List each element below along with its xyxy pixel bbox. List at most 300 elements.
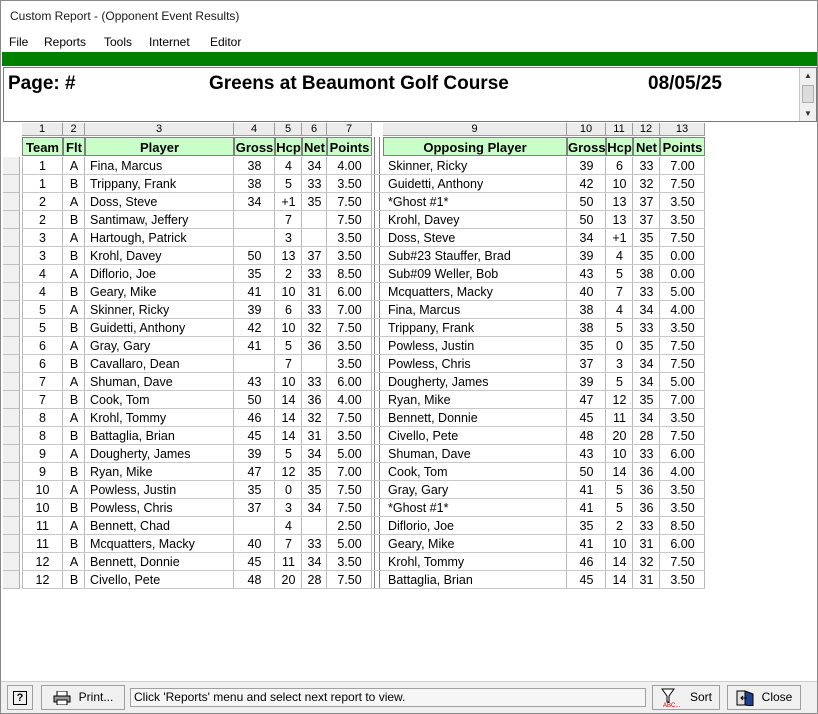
cell-points: 3.50 <box>337 555 362 569</box>
cell-hcp: 11 <box>282 555 295 569</box>
cell-opp-player: Sub#09 Weller, Bob <box>388 267 499 281</box>
help-button[interactable] <box>7 685 33 710</box>
cell-hcp: 10 <box>281 321 296 335</box>
menu-file[interactable]: File <box>9 35 29 49</box>
status-bar <box>1 681 817 713</box>
cell-gross: 45 <box>247 555 262 569</box>
cell-hcp: 14 <box>281 393 296 407</box>
cell-team: 3 <box>39 231 46 245</box>
cell-opp-gross: 45 <box>579 573 594 587</box>
menu-tools[interactable]: Tools <box>104 35 133 49</box>
cell-opp-hcp: 14 <box>612 465 627 479</box>
cell-flt: B <box>69 177 79 191</box>
cell-hcp: 2 <box>285 267 292 281</box>
cell-points: 4.00 <box>337 159 362 173</box>
help-icon: ? <box>13 691 27 705</box>
section-divider <box>379 137 380 589</box>
cell-hcp: 0 <box>285 483 292 497</box>
menu-internet[interactable]: Internet <box>149 35 190 49</box>
close-door-icon <box>736 690 756 706</box>
cell-flt: B <box>69 285 79 299</box>
cell-points: 5.00 <box>337 537 362 551</box>
cell-flt: B <box>69 501 79 515</box>
cell-opp-player: Shuman, Dave <box>388 447 471 461</box>
column-header-gross[interactable]: Gross <box>234 137 275 156</box>
cell-flt: A <box>69 555 79 569</box>
cell-opp-net: 31 <box>639 573 654 587</box>
cell-points: 7.50 <box>337 411 362 425</box>
cell-hcp: 14 <box>281 429 296 443</box>
column-number: 2 <box>63 123 85 136</box>
cell-hcp: 4 <box>285 519 292 533</box>
cell-points: 7.00 <box>337 465 362 479</box>
cell-points: 3.50 <box>337 231 362 245</box>
cell-net: 33 <box>307 375 322 389</box>
row-header[interactable] <box>3 283 20 301</box>
column-number: 6 <box>302 123 327 136</box>
cell-opp-gross: 43 <box>579 267 594 281</box>
cell-opp-hcp: 5 <box>616 321 623 335</box>
cell-opp-hcp: 10 <box>612 537 627 551</box>
cell-player: Cook, Tom <box>90 393 150 407</box>
title-bar <box>1 1 817 32</box>
cell-points: 7.00 <box>337 303 362 317</box>
cell-opp-hcp: 3 <box>616 357 623 371</box>
column-header-player[interactable]: Player <box>85 137 234 156</box>
cell-net <box>302 229 327 247</box>
cell-net: 37 <box>307 249 322 263</box>
cell-gross <box>234 211 275 229</box>
cell-gross: 39 <box>247 303 262 317</box>
cell-team: 7 <box>39 393 46 407</box>
accent-bar <box>2 52 817 66</box>
row-header[interactable] <box>3 553 20 571</box>
cell-player: Hartough, Patrick <box>90 231 187 245</box>
cell-opp-player: *Ghost #1* <box>388 195 449 209</box>
cell-opp-hcp: 13 <box>612 213 627 227</box>
cell-opp-hcp: 20 <box>612 429 627 443</box>
cell-opp-net: 28 <box>639 429 654 443</box>
cell-opp-points: 4.00 <box>670 303 695 317</box>
cell-gross: 41 <box>247 339 262 353</box>
row-header[interactable] <box>3 499 20 517</box>
cell-hcp: 10 <box>281 285 296 299</box>
row-header[interactable] <box>3 319 20 337</box>
cell-flt: A <box>69 267 79 281</box>
cell-team: 4 <box>39 267 46 281</box>
column-number: 3 <box>85 123 234 136</box>
cell-team: 6 <box>39 357 46 371</box>
cell-opp-gross: 45 <box>579 411 594 425</box>
cell-opp-hcp: 2 <box>616 519 623 533</box>
cell-opp-hcp: 4 <box>616 249 623 263</box>
cell-opp-hcp: 0 <box>616 339 623 353</box>
cell-opp-points: 7.50 <box>670 177 695 191</box>
row-header[interactable] <box>3 373 20 391</box>
close-button[interactable] <box>727 685 801 710</box>
cell-opp-points: 3.50 <box>670 321 695 335</box>
cell-opp-net: 34 <box>639 411 654 425</box>
cell-flt: A <box>69 303 79 317</box>
cell-team: 2 <box>39 213 46 227</box>
cell-points: 7.50 <box>337 213 362 227</box>
print-label: Print... <box>78 690 114 704</box>
cell-opp-gross: 41 <box>579 537 594 551</box>
cell-points: 3.50 <box>337 429 362 443</box>
cell-opp-hcp: 14 <box>612 573 627 587</box>
cell-opp-net: 35 <box>639 339 654 353</box>
cell-opp-hcp: 10 <box>612 177 627 191</box>
cell-opp-points: 0.00 <box>670 267 695 281</box>
cell-points: 5.00 <box>337 447 362 461</box>
row-header[interactable] <box>3 445 20 463</box>
column-header-hcp[interactable]: Hcp <box>275 137 302 156</box>
cell-opp-player: Skinner, Ricky <box>388 159 468 173</box>
cell-team: 5 <box>39 303 46 317</box>
cell-opp-net: 34 <box>639 375 654 389</box>
cell-player: Skinner, Ricky <box>90 303 170 317</box>
cell-points: 7.50 <box>337 573 362 587</box>
cell-gross: 45 <box>247 429 262 443</box>
cell-team: 9 <box>39 447 46 461</box>
cell-team: 4 <box>39 285 46 299</box>
cell-net <box>302 211 327 229</box>
cell-points: 3.50 <box>337 177 362 191</box>
cell-team: 6 <box>39 339 46 353</box>
row-header[interactable] <box>3 391 20 409</box>
cell-opp-points: 3.50 <box>670 483 695 497</box>
row-header[interactable] <box>3 337 20 355</box>
cell-net: 33 <box>307 267 322 281</box>
cell-opp-points: 5.00 <box>670 285 695 299</box>
cell-opp-net: 37 <box>639 213 654 227</box>
cell-hcp: 5 <box>285 339 292 353</box>
cell-net: 36 <box>307 339 322 353</box>
cell-player: Doss, Steve <box>90 195 158 209</box>
cell-opp-player: Diflorio, Joe <box>388 519 454 533</box>
cell-opp-gross: 35 <box>579 339 594 353</box>
row-header[interactable] <box>3 229 20 247</box>
cell-opp-player: Krohl, Tommy <box>388 555 465 569</box>
menu-reports[interactable]: Reports <box>44 35 87 49</box>
cell-team: 8 <box>39 411 46 425</box>
cell-hcp: 5 <box>285 447 292 461</box>
cell-opp-player: *Ghost #1* <box>388 501 449 515</box>
cell-gross: 35 <box>247 483 262 497</box>
menu-bar <box>1 32 817 52</box>
cell-gross: 40 <box>247 537 262 551</box>
cell-opp-gross: 50 <box>579 195 594 209</box>
cell-opp-gross: 42 <box>579 177 594 191</box>
cell-opp-player: Civello, Pete <box>388 429 459 443</box>
cell-opp-gross: 41 <box>579 483 594 497</box>
cell-opp-points: 3.50 <box>670 411 695 425</box>
menu-editor[interactable]: Editor <box>210 35 242 49</box>
cell-opp-player: Guidetti, Anthony <box>388 177 484 191</box>
cell-opp-gross: 46 <box>579 555 594 569</box>
cell-opp-net: 36 <box>639 501 654 515</box>
row-header[interactable] <box>3 193 20 211</box>
cell-player: Shuman, Dave <box>90 375 173 389</box>
cell-gross: 37 <box>247 501 262 515</box>
cell-player: Bennett, Chad <box>90 519 170 533</box>
cell-opp-net: 31 <box>639 537 654 551</box>
cell-gross: 35 <box>247 267 262 281</box>
column-number: 11 <box>606 123 633 136</box>
cell-opp-gross: 39 <box>579 375 594 389</box>
cell-hcp: 3 <box>285 501 292 515</box>
cell-opp-gross: 39 <box>579 249 594 263</box>
cell-hcp: 10 <box>281 375 296 389</box>
cell-gross: 39 <box>247 447 262 461</box>
column-number: 1 <box>22 123 63 136</box>
sort-button[interactable] <box>652 685 720 710</box>
row-header[interactable] <box>3 247 20 265</box>
section-divider <box>374 137 375 589</box>
cell-gross: 50 <box>247 393 262 407</box>
cell-flt: B <box>69 213 79 227</box>
cell-opp-points: 7.50 <box>670 339 695 353</box>
course-title: Greens at Beaumont Golf Course <box>209 73 509 94</box>
cell-opp-net: 36 <box>639 483 654 497</box>
cell-opp-points: 6.00 <box>670 537 695 551</box>
cell-player: Bennett, Donnie <box>90 555 180 569</box>
cell-opp-points: 7.00 <box>670 393 695 407</box>
cell-player: Mcquatters, Macky <box>90 537 195 551</box>
cell-opp-gross: 47 <box>579 393 594 407</box>
cell-player: Powless, Chris <box>90 501 173 515</box>
cell-opp-net: 35 <box>639 231 654 245</box>
cell-opp-gross: 34 <box>579 231 594 245</box>
column-number: 7 <box>327 123 372 136</box>
column-number: 4 <box>234 123 275 136</box>
cell-player: Fina, Marcus <box>90 159 163 173</box>
cell-opp-gross: 48 <box>579 429 594 443</box>
cell-opp-net: 38 <box>639 267 654 281</box>
cell-net: 32 <box>307 321 322 335</box>
cell-player: Trippany, Frank <box>90 177 177 191</box>
cell-hcp: 20 <box>281 573 296 587</box>
column-number: 13 <box>660 123 705 136</box>
cell-net: 34 <box>307 447 322 461</box>
cell-player: Battaglia, Brian <box>90 429 175 443</box>
row-header[interactable] <box>3 517 20 535</box>
cell-opp-player: Dougherty, James <box>388 375 489 389</box>
close-label: Close <box>761 690 793 704</box>
cell-flt: B <box>69 321 79 335</box>
row-header[interactable] <box>3 535 20 553</box>
cell-opp-points: 3.50 <box>670 213 695 227</box>
cell-player: Powless, Justin <box>90 483 177 497</box>
cell-opp-hcp: 12 <box>612 393 627 407</box>
cell-opp-points: 8.50 <box>670 519 695 533</box>
column-header-opp-player[interactable]: Opposing Player <box>383 137 567 156</box>
cell-opp-points: 5.00 <box>670 375 695 389</box>
cell-net: 33 <box>307 303 322 317</box>
cell-opp-player: Fina, Marcus <box>388 303 461 317</box>
cell-net: 33 <box>307 177 322 191</box>
column-header-team[interactable]: Team <box>22 137 63 156</box>
cell-net: 35 <box>307 195 322 209</box>
column-number: 5 <box>275 123 302 136</box>
cell-net: 32 <box>307 411 322 425</box>
cell-points: 7.50 <box>337 321 362 335</box>
cell-opp-net: 33 <box>639 519 654 533</box>
cell-team: 10 <box>35 501 50 515</box>
cell-hcp: 14 <box>281 411 296 425</box>
row-header[interactable] <box>3 571 20 589</box>
cell-hcp: 7 <box>285 357 292 371</box>
cell-hcp: 3 <box>285 231 292 245</box>
cell-flt: A <box>69 375 79 389</box>
cell-player: Dougherty, James <box>90 447 191 461</box>
cell-opp-hcp: 6 <box>616 159 623 173</box>
cell-player: Cavallaro, Dean <box>90 357 180 371</box>
cell-flt: B <box>69 357 79 371</box>
cell-opp-points: 3.50 <box>670 573 695 587</box>
cell-net: 34 <box>307 159 322 173</box>
printer-icon <box>53 691 71 705</box>
svg-text:ABC...: ABC... <box>662 702 681 708</box>
cell-opp-player: Sub#23 Stauffer, Brad <box>388 249 511 263</box>
cell-team: 2 <box>39 195 46 209</box>
cell-opp-gross: 38 <box>579 303 594 317</box>
cell-opp-points: 7.50 <box>670 555 695 569</box>
cell-opp-hcp: 10 <box>612 447 627 461</box>
row-header[interactable] <box>3 427 20 445</box>
row-header[interactable] <box>3 265 20 283</box>
row-header[interactable] <box>3 301 20 319</box>
cell-points: 7.50 <box>337 501 362 515</box>
cell-opp-hcp: 13 <box>612 195 627 209</box>
cell-hcp: 6 <box>285 303 292 317</box>
cell-gross: 50 <box>247 249 262 263</box>
cell-net: 28 <box>307 573 322 587</box>
cell-opp-player: Powless, Justin <box>388 339 475 353</box>
row-header[interactable] <box>3 463 20 481</box>
cell-opp-player: Trippany, Frank <box>388 321 475 335</box>
cell-team: 12 <box>35 555 50 569</box>
column-header-opp-net[interactable]: Net <box>633 137 660 156</box>
cell-flt: A <box>69 411 79 425</box>
cell-gross <box>234 229 275 247</box>
cell-opp-points: 0.00 <box>670 249 695 263</box>
print-button[interactable] <box>41 685 125 710</box>
cell-opp-net: 34 <box>639 357 654 371</box>
cell-points: 6.00 <box>337 285 362 299</box>
scroll-down-icon[interactable]: ▼ <box>804 109 812 118</box>
cell-opp-gross: 37 <box>579 357 594 371</box>
cell-opp-player: Bennett, Donnie <box>388 411 478 425</box>
sort-icon <box>660 688 686 708</box>
column-header-points[interactable]: Points <box>327 137 372 156</box>
cell-opp-net: 33 <box>639 321 654 335</box>
cell-opp-net: 37 <box>639 195 654 209</box>
cell-hcp: +1 <box>281 195 296 209</box>
cell-net: 34 <box>307 501 322 515</box>
header-scrollbar[interactable] <box>799 68 816 121</box>
column-header-net[interactable]: Net <box>302 137 327 156</box>
cell-points: 4.00 <box>337 393 362 407</box>
cell-opp-net: 33 <box>639 159 654 173</box>
page-number: Page: # <box>8 73 76 94</box>
cell-hcp: 7 <box>285 537 292 551</box>
cell-opp-points: 6.00 <box>670 447 695 461</box>
cell-hcp: 4 <box>285 159 292 173</box>
scroll-up-icon[interactable]: ▲ <box>804 71 812 80</box>
row-header[interactable] <box>3 481 20 499</box>
cell-net: 31 <box>307 285 322 299</box>
cell-gross: 38 <box>247 177 262 191</box>
cell-team: 7 <box>39 375 46 389</box>
cell-opp-player: Battaglia, Brian <box>388 573 473 587</box>
row-header[interactable] <box>3 157 20 175</box>
row-header[interactable] <box>3 211 20 229</box>
cell-points: 7.50 <box>337 483 362 497</box>
row-header[interactable] <box>3 175 20 193</box>
cell-opp-gross: 40 <box>579 285 594 299</box>
cell-opp-gross: 35 <box>579 519 594 533</box>
cell-gross: 41 <box>247 285 262 299</box>
cell-player: Krohl, Davey <box>90 249 162 263</box>
row-header[interactable] <box>3 355 20 373</box>
sort-label: Sort <box>689 690 712 704</box>
cell-gross: 34 <box>247 195 262 209</box>
cell-opp-player: Gray, Gary <box>388 483 449 497</box>
column-header-opp-points[interactable]: Points <box>660 137 705 156</box>
cell-team: 3 <box>39 249 46 263</box>
cell-opp-gross: 41 <box>579 501 594 515</box>
cell-points: 8.50 <box>337 267 362 281</box>
cell-net: 35 <box>307 483 322 497</box>
cell-flt: A <box>69 447 79 461</box>
cell-gross: 38 <box>247 159 262 173</box>
cell-flt: B <box>69 573 79 587</box>
column-header-opp-gross[interactable]: Gross <box>567 137 606 156</box>
cell-opp-net: 32 <box>639 555 654 569</box>
report-date: 08/05/25 <box>648 73 722 94</box>
column-number: 10 <box>567 123 606 136</box>
cell-gross <box>234 517 275 535</box>
cell-points: 3.50 <box>337 249 362 263</box>
cell-player: Geary, Mike <box>90 285 157 299</box>
cell-opp-player: Geary, Mike <box>388 537 455 551</box>
cell-points: 6.00 <box>337 375 362 389</box>
cell-flt: A <box>69 519 79 533</box>
scroll-thumb[interactable] <box>802 85 814 103</box>
cell-flt: A <box>69 483 79 497</box>
column-header-flt[interactable]: Flt <box>63 137 85 156</box>
cell-net: 34 <box>307 555 322 569</box>
cell-team: 1 <box>39 177 46 191</box>
cell-opp-player: Mcquatters, Macky <box>388 285 493 299</box>
cell-net <box>302 517 327 535</box>
cell-net: 31 <box>307 429 322 443</box>
cell-net: 36 <box>307 393 322 407</box>
cell-hcp: 7 <box>285 213 292 227</box>
column-header-opp-hcp[interactable]: Hcp <box>606 137 633 156</box>
cell-team: 5 <box>39 321 46 335</box>
row-header[interactable] <box>3 409 20 427</box>
report-header <box>3 67 817 122</box>
cell-flt: B <box>69 393 79 407</box>
cell-player: Santimaw, Jeffery <box>90 213 189 227</box>
cell-player: Civello, Pete <box>90 573 161 587</box>
cell-player: Ryan, Mike <box>90 465 153 479</box>
cell-opp-hcp: 5 <box>616 501 623 515</box>
cell-player: Krohl, Tommy <box>90 411 167 425</box>
cell-opp-hcp: 7 <box>616 285 623 299</box>
